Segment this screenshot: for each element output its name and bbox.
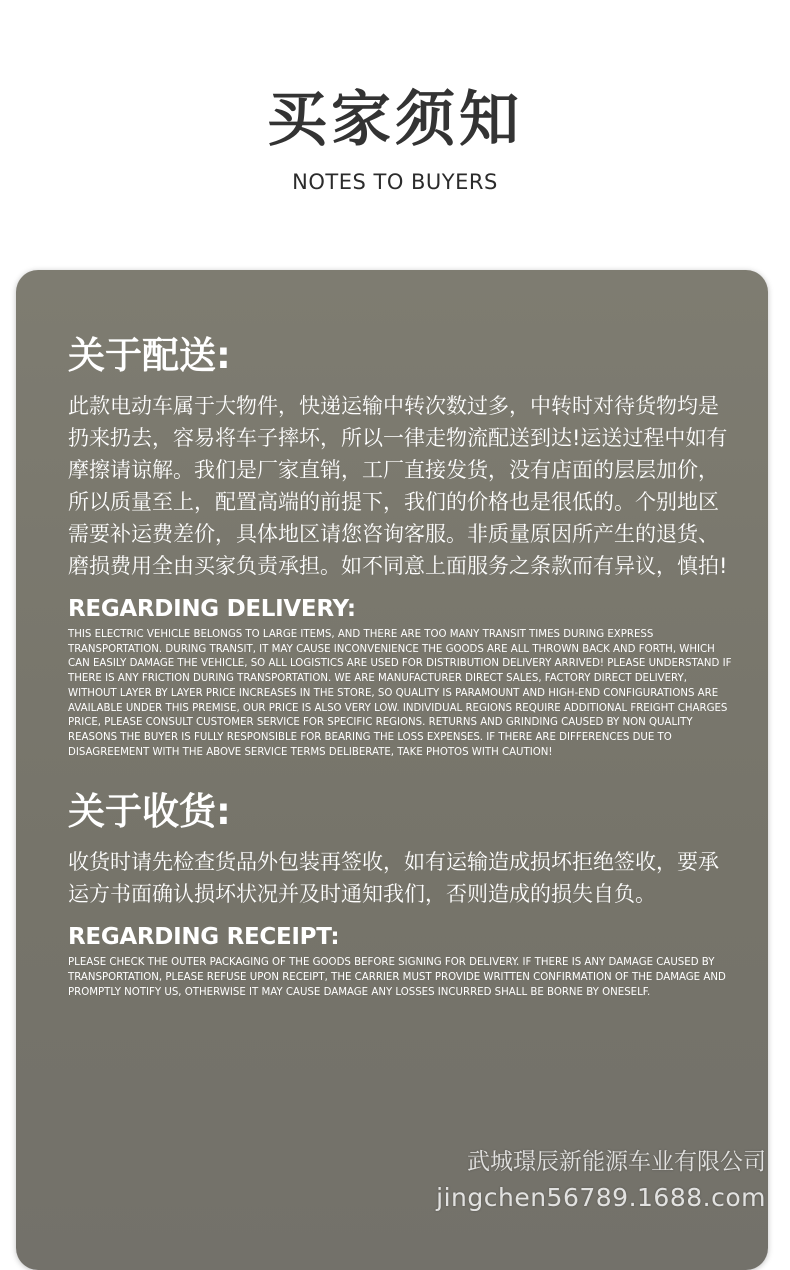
receipt-heading-cn: 关于收货: bbox=[68, 790, 231, 834]
notes-panel bbox=[16, 270, 768, 1270]
delivery-heading-cn: 关于配送: bbox=[68, 334, 231, 377]
receipt-heading-en: REGARDING RECEIPT: bbox=[68, 924, 340, 951]
page-title: 买家须知 bbox=[267, 85, 523, 155]
delivery-section bbox=[68, 332, 738, 760]
watermark-site: jingchen56789.1688.com bbox=[436, 1183, 766, 1212]
store-watermark bbox=[436, 1144, 766, 1216]
receipt-body-en: PLEASE CHECK THE OUTER PACKAGING OF THE GOODS BEFORE SIGNING FOR DELIVERY. IF THERE IS ANY DAMAGE CAUSED BY TRANSPORTATION, PLEASE REFUSE UPON RECEIPT, THE CARRIER MUST PROVIDE WRITTEN CONFIRMATION OF THE DAMAGE AND PROMPTLY NOTIFY US, OTHERWISE IT MAY CAUSE DAMAGE ANY LOSSES INCURRED SHALL BE BORNE BY ONESELF. bbox=[68, 957, 726, 998]
page-header bbox=[0, 80, 790, 194]
delivery-body-en: THIS ELECTRIC VEHICLE BELONGS TO LARGE ITEMS, AND THERE ARE TOO MANY TRANSIT TIMES DURING EXPRESS TRANSPORTATION. DURING TRANSIT, IT MAY CAUSE INCONVENIENCE THE GOODS ARE ALL THROWN BACK AND FORTH, WHICH CAN EASILY DAMAGE THE VEHICLE, SO ALL LOGISTICS ARE USED FOR DISTRIBUTION DELIVERY ARRIVED! PLEASE UNDERSTAND IF THERE IS ANY FRICTION DURING TRANSPORTATION. WE ARE MANUFACTURER DIRECT SALES, FACTORY DIRECT DELIVERY, WITHOUT LAYER BY LAYER PRICE INCREASES IN THE STORE, SO QUALITY IS PARAMOUNT AND HIGH-END CONFIGURATIONS ARE AVAILABLE UNDER THIS PREMISE, OUR PRICE IS ALSO VERY LOW. INDIVIDUAL REGIONS REQUIRE ADDITIONAL FREIGHT CHARGES PRICE, PLEASE CONSULT CUSTOMER SERVICE FOR SPECIFIC REGIONS. RETURNS AND GRINDING CAUSED BY NON QUALITY REASONS THE BUYER IS FULLY RESPONSIBLE FOR BEARING THE LOSS EXPENSES. IF THERE ARE DIFFERENCES DUE TO DISAGREEMENT WITH THE ABOVE SERVICE TERMS DELIBERATE, TAKE PHOTOS WITH CAUTION! bbox=[68, 629, 732, 758]
notes-content bbox=[68, 332, 738, 1000]
receipt-section bbox=[68, 788, 738, 1000]
watermark-company: 武城璟辰新能源车业有限公司 bbox=[467, 1149, 766, 1175]
delivery-body-cn: 此款电动车属于大物件，快递运输中转次数过多，中转时对待货物均是扔来扔去，容易将车子摔坏，所以一律走物流配送到达!运送过程中如有摩擦请谅解。我们是厂家直销，工厂直接发货，没有店面的层层加价，所以质量至上，配置高端的前提下，我们的价格也是很低的。个别地区需要补运费差价，具体地区请您咨询客服。非质量原因所产生的退货、磨损费用全由买家负责承担。如不同意上面服务之条款而有异议，慎拍! bbox=[68, 394, 728, 578]
delivery-heading-en: REGARDING DELIVERY: bbox=[68, 596, 356, 622]
page-subtitle: NOTES TO BUYERS bbox=[292, 170, 498, 194]
receipt-body-cn: 收货时请先检查货品外包装再签收，如有运输造成损坏拒绝签收，要承运方书面确认损坏状况并及时通知我们，否则造成的损失自负。 bbox=[68, 850, 719, 907]
